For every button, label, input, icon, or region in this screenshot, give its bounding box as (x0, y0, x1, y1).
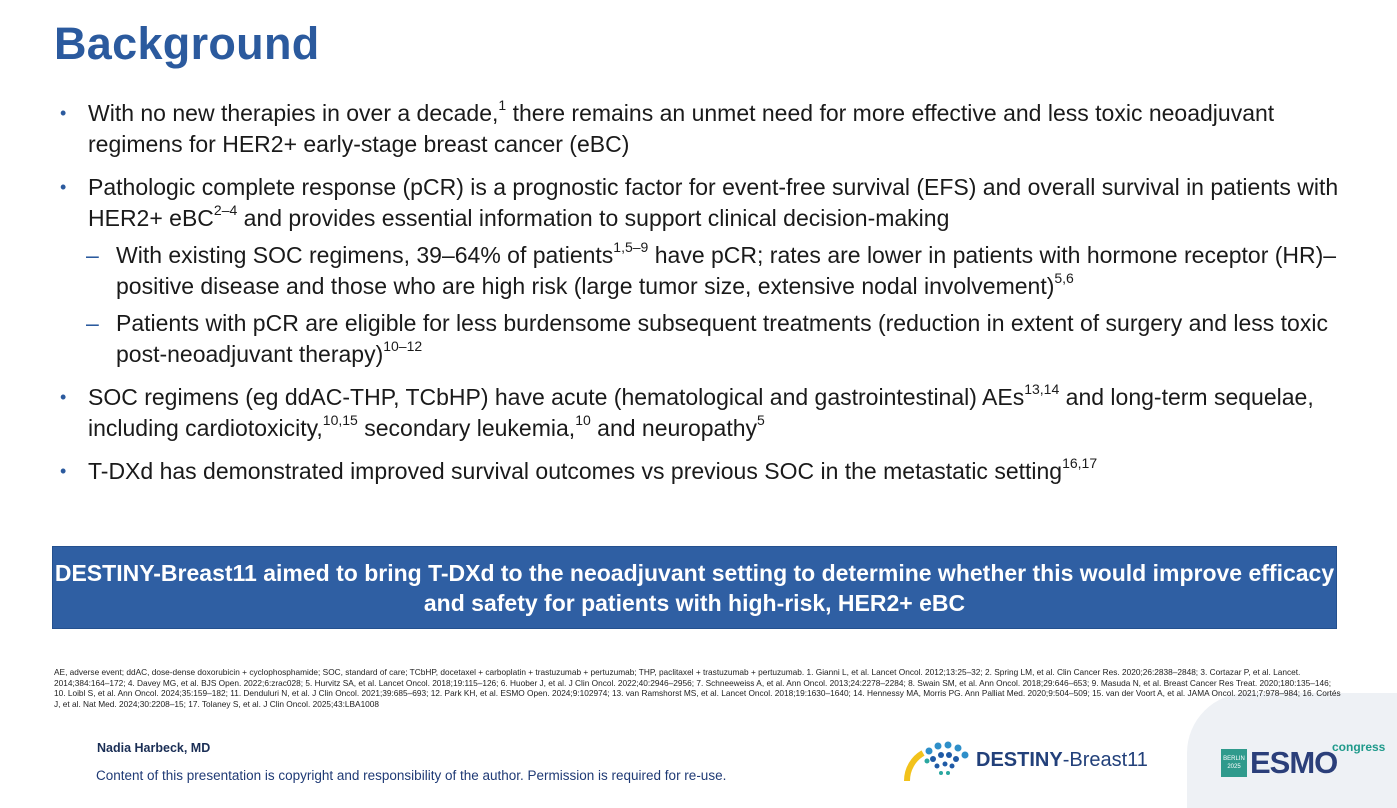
bullet-text: have pCR; rates are lower in patients with hormone receptor (HR)–positive disease and those who are high risk (large tumor size, extensive nodal involvement) (116, 242, 1337, 299)
esmo-berlin-badge: BERLIN 2025 (1221, 749, 1247, 777)
esmo-wordmark: ESMO (1250, 745, 1338, 780)
bullet-text: T-DXd has demonstrated improved survival outcomes vs previous SOC in the metastatic setting (88, 458, 1063, 484)
bullet-dot-icon: • (60, 177, 67, 197)
dash-icon: – (86, 242, 99, 268)
author-name: Nadia Harbeck, MD (97, 741, 211, 755)
esmo-congress-label: congress (1332, 740, 1386, 754)
citation-sup: 5,6 (1054, 270, 1074, 287)
bullet-dot-icon: • (60, 387, 67, 407)
callout-box (52, 546, 1337, 629)
destiny-logo-icon (903, 737, 975, 785)
bullet-dot-icon: • (60, 461, 67, 481)
bullet-text: and neuropathy (590, 415, 758, 441)
bullet-item (58, 382, 1358, 444)
bullet-text: Pathologic complete response (pCR) is a prognostic factor for event-free survival (EFS) and overall survival in patients with HER2+ eBC (88, 174, 1339, 231)
sub-bullet-item (58, 308, 1358, 370)
citation-sup: 5 (757, 412, 765, 429)
citation-sup: 10–12 (383, 338, 423, 355)
bullet-item (58, 172, 1358, 234)
trial-logo-text: DESTINY-Breast11 (976, 749, 1148, 771)
bullet-text: With existing SOC regimens, 39–64% of patients (116, 242, 614, 268)
bullet-text: and provides essential information to support clinical decision-making (237, 205, 950, 231)
bullet-text: Patients with pCR are eligible for less burdensome subsequent treatments (reduction in extent of surgery and less toxic post-neoadjuvant therapy) (116, 310, 1328, 367)
sub-bullet-item (58, 240, 1358, 302)
citation-sup: 10 (575, 412, 591, 429)
citation-sup: 13,14 (1024, 381, 1060, 398)
bullet-text: and long-term sequelae, including cardiotoxicity, (88, 384, 1314, 441)
bullet-text: secondary leukemia, (357, 415, 576, 441)
citation-sup: 10,15 (322, 412, 358, 429)
citation-sup: 1 (498, 97, 507, 114)
bullet-item (58, 98, 1358, 160)
copyright-notice: Content of this presentation is copyright and responsibility of the author. Permission is required for re-use. (96, 768, 727, 783)
references: AE, adverse event; ddAC, dose-dense doxorubicin + cyclophosphamide; SOC, standard of care; TCbHP, docetaxel + carboplatin + trastuzumab + pertuzumab; THP, paclitaxel + trastuzumab + pertuzumab. 1. Gianni L, et al. Lancet Oncol. 2012;13:25–32; 2. Spring LM, et al. Clin Cancer Res. 2020;26:2838–2848; 3. Cortazar P, et al. Lancet. 2014;384:164–172; 4. Davey MG, et al. BJS Open. 2022;6:zrac028; 5. Hurvitz SA, et al. Lancet Oncol. 2018;19:115–126; 6. Huober J, et al. J Clin Oncol. 2022;40:2946–2956; 7. Schneeweiss A, et al. Ann Oncol. 2013;24:2278–2284; 8. Swain SM, et al. Ann Oncol. 2018;29:646–653; 9. Masuda N, et al. Breast Cancer Res Treat. 2020;180:135–146; 10. Loibl S, et al. Ann Oncol. 2024;35:159–182; 11. Denduluri N, et al. J Clin Oncol. 2021;39:685–693; 12. Park KH, et al. ESMO Open. 2024;9:102974; 13. van Ramshorst MS, et al. Lancet Oncol. 2018;19:1630–1640; 14. Hennessy MA, Morris PG. Ann Palliat Med. 2020;9:504–509; 15. van der Voort A, et al. JAMA Oncol. 2021;7:978–984; 16. Cortés J, et al. Nat Med. 2024;30:2208–15; 17. Tolaney S, et al. J Clin Oncol. 2025;43:LBA1008 (54, 667, 1341, 709)
slide-title: Background (54, 18, 320, 69)
esmo-congress-logo (1221, 740, 1386, 782)
callout-text: DESTINY-Breast11 aimed to bring T-DXd to the neoadjuvant setting to determine whether this would improve efficacy and safety for patients with high-risk, HER2+ eBC (54, 559, 1335, 616)
citation-sup: 1,5–9 (613, 239, 649, 256)
bullet-list (58, 98, 1358, 499)
bullet-item (58, 456, 1358, 487)
bullet-text: With no new therapies in over a decade, (88, 100, 499, 126)
dash-icon: – (86, 310, 99, 336)
citation-sup: 2–4 (213, 202, 238, 219)
citation-sup: 16,17 (1062, 455, 1098, 472)
bullet-text: there remains an unmet need for more effective and less toxic neoadjuvant regimens for HER2+ early-stage breast cancer (eBC) (88, 100, 1275, 157)
bullet-text: SOC regimens (eg ddAC-THP, TCbHP) have acute (hematological and gastrointestinal) AEs (88, 384, 1025, 410)
bullet-dot-icon: • (60, 103, 67, 123)
